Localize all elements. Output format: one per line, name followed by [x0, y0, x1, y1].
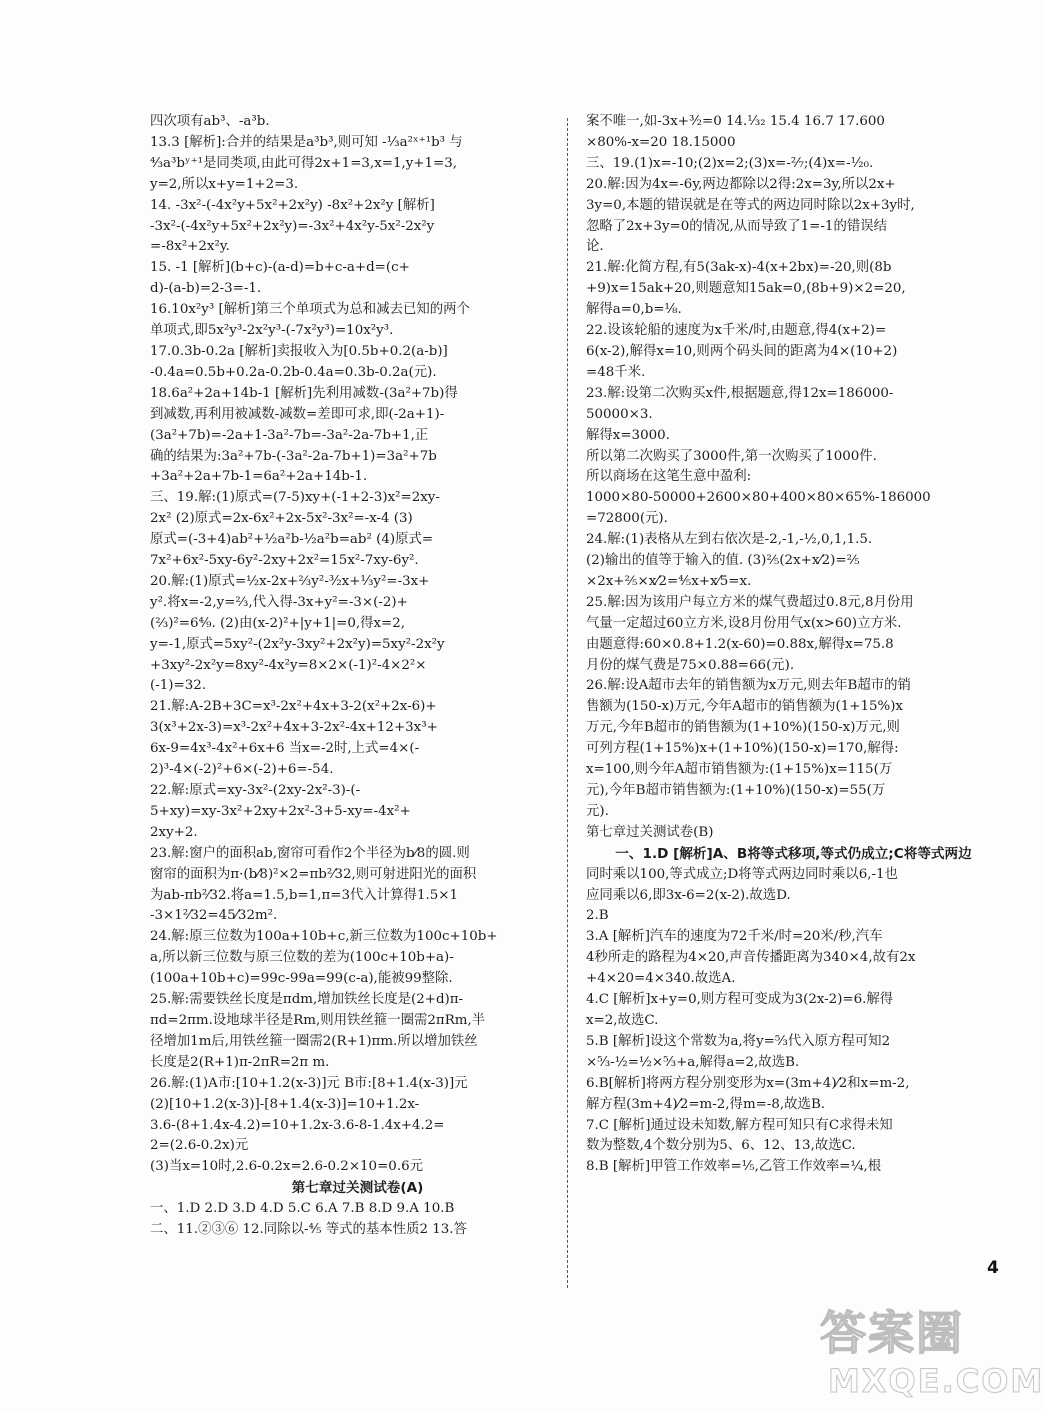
answer-line: 21.解:化简方程,有5(3ak-x)-4(x+2bx)=-20,则(8b — [586, 260, 892, 276]
answer-line: =72800(元). — [586, 511, 668, 527]
answer-line: 22.设该轮船的速度为x千米/时,由题意,得4(x+2)= — [586, 323, 887, 339]
answer-line: +4×20=4×340.故选A. — [586, 971, 736, 987]
answer-line: 2x² (2)原式=2x-6x²+2x-5x²-3x²=-x-4 (3) — [150, 511, 413, 527]
answer-line: 由题意得:60×0.8+1.2(x-60)=0.88x,解得x=75.8 — [586, 636, 894, 652]
answer-line: =-8x²+2x²y. — [150, 239, 230, 255]
answer-line: (3a²+7b)=-2a+1-3a²-7b=-3a²-2a-7b+1,正 — [150, 427, 429, 443]
answer-line: 气量一定超过60立方米,设8月份用气x(x>60)立方米. — [586, 615, 902, 631]
answer-line: 5+xy)=xy-3x²+2xy+2x²-3+5-xy=-4x²+ — [150, 803, 411, 819]
answer-line: 2)³-4×(-2)²+6×(-2)+6=-54. — [150, 762, 334, 778]
answer-line: 7x²+6x²-5xy-6y²-2xy+2x²=15x²-7xy-6y². — [150, 553, 419, 569]
answer-line: 为ab-πb²⁄32.将a=1.5,b=1,π=3代入计算得1.5×1 — [150, 887, 458, 903]
answer-line: 4.C [解析]x+y=0,则方程可变成为3(2x-2)=6.解得 — [586, 992, 894, 1008]
answer-line: 1000×80-50000+2600×80+400×80×65%-186000 — [586, 490, 931, 506]
answer-line: 17.0.3b-0.2a [解析]卖报收入为[0.5b+0.2(a-b)] — [150, 343, 448, 359]
answer-line: 24.解:(1)表格从左到右依次是-2,-1,-½,0,1,1.5. — [586, 532, 873, 548]
answer-line: 案不唯一,如-3x+³⁄₂=0 14.¹⁄₃₂ 15.4 16.7 17.600 — [586, 114, 885, 129]
answer-line: 20.解:(1)原式=½x-2x+⅔y²-³⁄₂x+⅓y²=-3x+ — [150, 573, 430, 589]
answer-column-right — [586, 112, 1001, 1178]
answer-line: 同时乘以100,等式成立;D将等式两边同时乘以6,-1也 — [586, 866, 898, 882]
answer-line: πd=2πm.设地球半径是Rm,则用铁丝箍一圈需2πRm,半 — [150, 1012, 486, 1028]
answer-line: 解方程(3m+4)⁄2=m-2,得m=-8,故选B. — [586, 1096, 826, 1112]
answer-line: 23.解:设第二次购买x件,根据题意,得12x=186000- — [586, 385, 894, 401]
answer-line: 6(x-2),解得x=10,则两个码头间的距离为4×(10+2) — [586, 343, 898, 359]
answer-line: y=2,所以x+y=1+2=3. — [150, 176, 299, 192]
answer-line: 21.解:A-2B+3C=x³-2x²+4x+3-2(x²+2x-6)+ — [150, 699, 437, 715]
answer-line: 售额为(150-x)万元,今年A超市的销售额为(1+15%)x — [586, 699, 903, 715]
answer-line: y=-1,原式=5xy²-(2x²y-3xy²+2x²y)=5xy²-2x²y — [150, 636, 445, 652]
watermark-top: 答案圈 — [820, 1306, 964, 1360]
answer-line: 所以商场在这笔生意中盈利: — [586, 469, 752, 485]
answer-line: 22.解:原式=xy-3x²-(2xy-2x²-3)-(- — [150, 783, 361, 798]
answer-line: (⅔)²=6⁴⁄₉. (2)由(x-2)²+|y+1|=0,得x=2, — [150, 615, 406, 631]
answer-line: 可列方程(1+15%)x+(1+10%)(150-x)=170,解得: — [586, 741, 899, 757]
answer-line: +3a²+2a+7b-1=6a²+2a+14b-1. — [150, 469, 368, 485]
answer-line: 18.6a²+2a+14b-1 [解析]先利用减数-(3a²+7b)得 — [150, 385, 458, 401]
column-divider — [567, 118, 568, 1288]
answer-line: d)-(a-b)=2-3=-1. — [150, 281, 262, 297]
watermark-logo — [820, 1305, 1044, 1410]
answer-line: ×2x+⅖×x⁄2=⅘x+x⁄5=x. — [586, 573, 752, 589]
answer-line: 万元,今年B超市的销售额为(1+10%)(150-x)万元,则 — [586, 720, 900, 736]
answer-line: 13.3 [解析]:合并的结果是a³b³,则可知 -⅓a²ˣ⁺¹b³ 与 — [150, 134, 463, 150]
answer-line: 20.解:因为4x=-6y,两边都除以2得:2x=3y,所以2x+ — [586, 176, 896, 192]
answer-line: 月份的煤气费是75×0.88=66(元). — [586, 657, 795, 673]
answer-line: -3x²-(-4x²y+5x²+2x²y)=-3x²+4x²y-5x²-2x²y — [150, 218, 435, 234]
answer-line: 15. -1 [解析](b+c)-(a-d)=b+c-a+d=(c+ — [150, 260, 410, 276]
answer-line: 元),今年B超市销售额为:(1+10%)(150-x)=55(万 — [586, 783, 886, 798]
answer-line: 23.解:窗户的面积ab,窗帘可看作2个半径为b⁄8的圆.则 — [150, 845, 470, 861]
answer-line: 2.B — [586, 908, 609, 924]
answer-line: (2)输出的值等于输入的值. (3)⅖(2x+x⁄2)=⅖ — [586, 553, 860, 569]
answer-line: 二、11.②③⑥ 12.同除以-⁴⁄₅ 等式的基本性质2 13.答 — [150, 1222, 467, 1238]
answer-line: 6x-9=4x³-4x²+6x+6 当x=-2时,上式=4×(- — [150, 741, 420, 757]
answer-line: y².将x=-2,y=⅔,代入得-3x+y²=-3×(-2)+ — [150, 594, 408, 610]
answer-line: 3.A [解析]汽车的速度为72千米/时=20米/秒,汽车 — [586, 929, 883, 945]
answer-line: 24.解:原三位数为100a+10b+c,新三位数为100c+10b+ — [150, 929, 498, 945]
answer-line: 16.10x²y³ [解析]第三个单项式为总和减去已知的两个 — [150, 302, 470, 318]
answer-line: a,所以新三位数与原三位数的差为(100c+10b+a)- — [150, 950, 454, 966]
answer-column-left — [150, 112, 565, 1241]
answer-line: 三、19.(1)x=-10;(2)x=2;(3)x=-²⁄₇;(4)x=-¹⁄₂₀. — [586, 155, 874, 171]
answer-line: 14. -3x²-(-4x²y+5x²+2x²y) -8x²+2x²y [解析] — [150, 197, 435, 213]
answer-line: 三、19.解:(1)原式=(7-5)xy+(-1+2-3)x²=2xy- — [150, 490, 440, 506]
answer-line: 论. — [586, 239, 604, 255]
answer-line: 所以第二次购买了3000件,第一次购买了1000件. — [586, 448, 877, 464]
answer-line: 一、1.D 2.D 3.D 4.D 5.C 6.A 7.B 8.D 9.A 10.B — [150, 1201, 455, 1217]
answer-line: -3×1²⁄32=45⁄32m². — [150, 908, 278, 924]
answer-line: 26.解:设A超市去年的销售额为x万元,则去年B超市的销 — [586, 678, 911, 694]
answer-line: 3(x³+2x-3)=x³-2x²+4x+3-2x²-4x+12+3x³+ — [150, 720, 438, 736]
answer-line: 窗帘的面积为π·(b⁄8)²×2=πb²⁄32,则可射进阳光的面积 — [150, 866, 477, 882]
answer-line: 8.B [解析]甲管工作效率=⅕,乙管工作效率=¼,根 — [586, 1159, 882, 1175]
answer-line: 四次项有ab³、-a³b. — [150, 114, 270, 129]
watermark-bottom: MXQE.COM — [828, 1362, 1044, 1400]
answer-line: (100a+10b+c)=99c-99a=99(c-a),能被99整除. — [150, 971, 453, 987]
answer-line: -0.4a=0.5b+0.2a-0.2b-0.4a=0.3b-0.2a(元). — [150, 364, 437, 380]
answer-line: (-1)=32. — [150, 678, 207, 694]
answer-line: 3y=0,本题的错误就是在等式的两边同时除以2x+3y时, — [586, 197, 915, 213]
answer-line: x=100,则今年A超市销售额为:(1+15%)x=115(万 — [586, 762, 893, 778]
answer-line: 7.C [解析]通过设未知数,解方程可知只有C求得未知 — [586, 1117, 893, 1133]
answer-line: 单项式,即5x²y³-2x²y³-(-7x²y³)=10x²y³. — [150, 323, 394, 339]
answer-line: 2xy+2. — [150, 824, 198, 840]
answer-line: 解得x=3000. — [586, 427, 670, 443]
answer-line: 25.解:因为该用户每立方米的煤气费超过0.8元,8月份用 — [586, 594, 914, 610]
answer-line: 数为整数,4个数分别为5、6、12、13,故选C. — [586, 1138, 856, 1154]
section-title: 第七章过关测试卷(A) — [291, 1180, 424, 1197]
section-title: 一、1.D [解析]A、B将等式移项,等式仍成立;C将等式两边 — [615, 845, 972, 862]
answer-line: 确的结果为:3a²+7b-(-3a²-2a-7b+1)=3a²+7b — [150, 448, 437, 464]
answer-line: 50000×3. — [586, 406, 653, 422]
answer-line: 元). — [586, 803, 609, 819]
answer-line: 6.B[解析]将两方程分别变形为x=(3m+4)⁄2和x=m-2, — [586, 1075, 910, 1091]
answer-line: (2)[10+1.2(x-3)]-[8+1.4(x-3)]=10+1.2x- — [150, 1096, 420, 1112]
answer-line: 5.B [解析]设这个常数为a,将y=⁵⁄₃代入原方程可知2 — [586, 1033, 891, 1049]
answer-line: +3xy²-2x²y=8xy²-4x²y=8×2×(-1)²-4×2²× — [150, 657, 427, 673]
page-number: 4 — [987, 1258, 999, 1278]
answer-line: 2=(2.6-0.2x)元 — [150, 1138, 249, 1154]
answer-line: 26.解:(1)A市:[10+1.2(x-3)]元 B市:[8+1.4(x-3)]元 — [150, 1075, 468, 1091]
answer-line: 长度是2(R+1)π-2πR=2π m. — [150, 1054, 330, 1070]
answer-line: 到减数,再利用被减数-减数=差即可求,即(-2a+1)- — [150, 406, 445, 422]
answer-line: 4秒所走的路程为4×20,声音传播距离为340×4,故有2x — [586, 950, 916, 966]
answer-line: ⁴⁄₃a³bʸ⁺¹是同类项,由此可得2x+1=3,x=1,y+1=3, — [150, 155, 458, 171]
answer-line: x=2,故选C. — [586, 1012, 659, 1028]
answer-line: 第七章过关测试卷(B) — [586, 824, 714, 840]
answer-line: (3)当x=10时,2.6-0.2x=2.6-0.2×10=0.6元 — [150, 1159, 423, 1175]
answer-line: 25.解:需要铁丝长度是πdm,增加铁丝长度是(2+d)π- — [150, 992, 464, 1008]
answer-line: 解得a=0,b=⅛. — [586, 302, 682, 318]
answer-line: 应同乘以6,即3x-6=2(x-2).故选D. — [586, 887, 791, 903]
answer-line: =48千米. — [586, 364, 646, 380]
answer-line: ×80%-x=20 18.15000 — [586, 134, 736, 150]
answer-line: 3.6-(8+1.4x-4.2)=10+1.2x-3.6-8-1.4x+4.2= — [150, 1117, 445, 1133]
answer-line: ×⁵⁄₃-½=½×⁵⁄₃+a,解得a=2,故选B. — [586, 1054, 800, 1070]
answer-line: +9)x=15ak+20,则题意知15ak=0,(8b+9)×2=20, — [586, 281, 906, 297]
answer-line: 径增加1m后,用铁丝箍一圈需2(R+1)πm.所以增加铁丝 — [150, 1033, 478, 1049]
answer-line: 忽略了2x+3y=0的情况,从而导致了1=-1的错误结 — [586, 218, 888, 234]
answer-line: 原式=(-3+4)ab²+½a²b-½a²b=ab² (4)原式= — [150, 532, 434, 548]
